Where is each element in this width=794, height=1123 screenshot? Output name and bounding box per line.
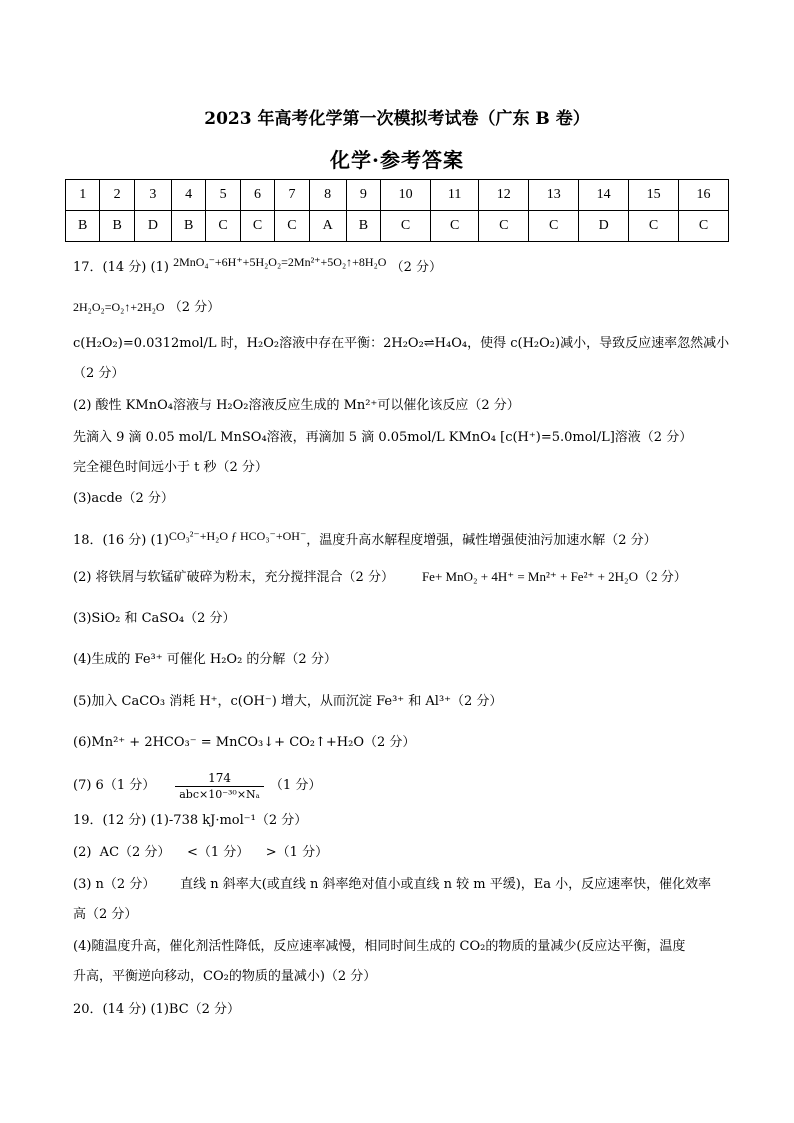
- question-number-cell: 2: [100, 180, 134, 211]
- answer-cell: A: [309, 211, 346, 242]
- q20-line-1: 20．(14 分) (1)BC（2 分）: [73, 1002, 241, 1017]
- question-number-cell: 8: [309, 180, 346, 211]
- q18-line-2: (2) 将铁屑与软锰矿破碎为粉末，充分搅拌混合（2 分） Fe+ MnO₂ + 4H⁺ = Mn²⁺ + Fe²⁺ + 2H₂O（2 分）: [73, 569, 687, 585]
- page-subtitle: 化学·参考答案: [330, 148, 464, 172]
- question-number-cell: 12: [479, 180, 529, 211]
- question-number-cell: 11: [431, 180, 479, 211]
- answer-cell: C: [679, 211, 729, 242]
- q17-line-3: c(H₂O₂)=0.0312mol/L 时，H₂O₂溶液中存在平衡：2H₂O₂⇌H₄O₄，使得 c(H₂O₂)减小，导致反应速率忽然减小: [73, 336, 730, 351]
- question-number-cell: 7: [275, 180, 309, 211]
- q18-equation-1: CO₃²⁻+H₂O ƒ HCO₃⁻+OH⁻: [168, 529, 307, 543]
- answer-cell: C: [431, 211, 479, 242]
- q19-line-1: 19．(12 分) (1)-738 kJ·mol⁻¹（2 分）: [73, 813, 308, 828]
- question-number-cell: 16: [679, 180, 729, 211]
- q19-line-6: 升高，平衡逆向移动，CO₂的物质的量减小)（2 分）: [73, 969, 377, 984]
- q17-line-5: (2) 酸性 KMnO₄溶液与 H₂O₂溶液反应生成的 Mn²⁺可以催化该反应（2 分）: [73, 398, 520, 413]
- q19-line-4: 高（2 分）: [73, 907, 138, 922]
- question-number-cell: 3: [134, 180, 171, 211]
- q18-line-3: (3)SiO₂ 和 CaSO₄（2 分）: [73, 611, 236, 626]
- answer-cell: B: [346, 211, 380, 242]
- q19-line-2: (2) AC（2 分） <（1 分） >（1 分）: [73, 845, 329, 860]
- q17-line-6: 先滴入 9 滴 0.05 mol/L MnSO₄溶液，再滴加 5 滴 0.05mol/L KMnO₄ [c(H⁺)=5.0mol/L]溶液（2 分）: [73, 430, 693, 445]
- q17-line-2: 2H₂O₂=O₂↑+2H₂O （2 分）: [73, 300, 221, 315]
- q17-line-4: （2 分）: [73, 366, 125, 381]
- q17-line-7: 完全褪色时间远小于 t 秒（2 分）: [73, 460, 268, 475]
- q18-fraction: $\frac{174}{\text{abc×10⁻³⁰×Nₐ}}$: [175, 770, 264, 802]
- answer-table: [65, 179, 729, 242]
- q18-line-7: (7) 6（1 分） $\frac{174}{\text{abc×10⁻³⁰×Nₐ}}$ （1 分）: [73, 770, 322, 801]
- question-number-cell: 4: [171, 180, 205, 211]
- answer-cell: C: [381, 211, 431, 242]
- q18-line-5: (5)加入 CaCO₃ 消耗 H⁺，c(OH⁻) 增大，从而沉淀 Fe³⁺ 和 Al³⁺（2 分）: [73, 694, 503, 709]
- q19-line-3: (3) n（2 分） 直线 n 斜率大(或直线 n 斜率绝对值小或直线 n 较 m 平缓)，Ea 小，反应速率快，催化效率: [73, 877, 712, 892]
- answer-cell: C: [206, 211, 240, 242]
- answer-cell: C: [240, 211, 274, 242]
- q17-line-1: 17．(14 分) (1) 2MnO₄⁻+6H⁺+5H₂O₂=2Mn²⁺+5O₂↑+8H₂O （2 分）: [73, 255, 442, 275]
- answer-row: [66, 211, 729, 242]
- page-title: 2023 年高考化学第一次模拟考试卷（广东 B 卷）: [204, 109, 590, 129]
- question-number-cell: 1: [66, 180, 100, 211]
- q19-line-5: (4)随温度升高，催化剂活性降低，反应速率减慢，相同时间生成的 CO₂的物质的量减少(反应达平衡，温度: [73, 939, 686, 954]
- question-number-cell: 13: [529, 180, 579, 211]
- q17-line-8: (3)acde（2 分）: [73, 491, 174, 506]
- answer-cell: C: [529, 211, 579, 242]
- q18-line-1: 18．(16 分) (1)CO₃²⁻+H₂O ƒ HCO₃⁻+OH⁻，温度升高水解程度增强，碱性增强使油污加速水解（2 分）: [73, 529, 657, 548]
- answer-cell: B: [100, 211, 134, 242]
- answer-cell: C: [275, 211, 309, 242]
- q17-equation-1: 2MnO₄⁻+6H⁺+5H₂O₂=2Mn²⁺+5O₂↑+8H₂O: [173, 255, 387, 269]
- answer-cell: D: [134, 211, 171, 242]
- q18-line-4: (4)生成的 Fe³⁺ 可催化 H₂O₂ 的分解（2 分）: [73, 652, 337, 667]
- answer-cell: C: [629, 211, 679, 242]
- answer-cell: B: [171, 211, 205, 242]
- q18-line-6: (6)Mn²⁺ + 2HCO₃⁻ = MnCO₃↓+ CO₂↑+H₂O（2 分）: [73, 735, 416, 750]
- question-number-cell: 15: [629, 180, 679, 211]
- question-number-cell: 9: [346, 180, 380, 211]
- q18-equation-2: Fe+ MnO₂ + 4H⁺ = Mn²⁺ + Fe²⁺ + 2H₂O（2 分）: [421, 569, 687, 584]
- question-number-row: [66, 180, 729, 211]
- answer-cell: B: [66, 211, 100, 242]
- question-number-cell: 6: [240, 180, 274, 211]
- answer-cell: D: [579, 211, 629, 242]
- q17-equation-2: 2H₂O₂=O₂↑+2H₂O: [73, 300, 165, 314]
- question-number-cell: 14: [579, 180, 629, 211]
- question-number-cell: 10: [381, 180, 431, 211]
- question-number-cell: 5: [206, 180, 240, 211]
- answer-cell: C: [479, 211, 529, 242]
